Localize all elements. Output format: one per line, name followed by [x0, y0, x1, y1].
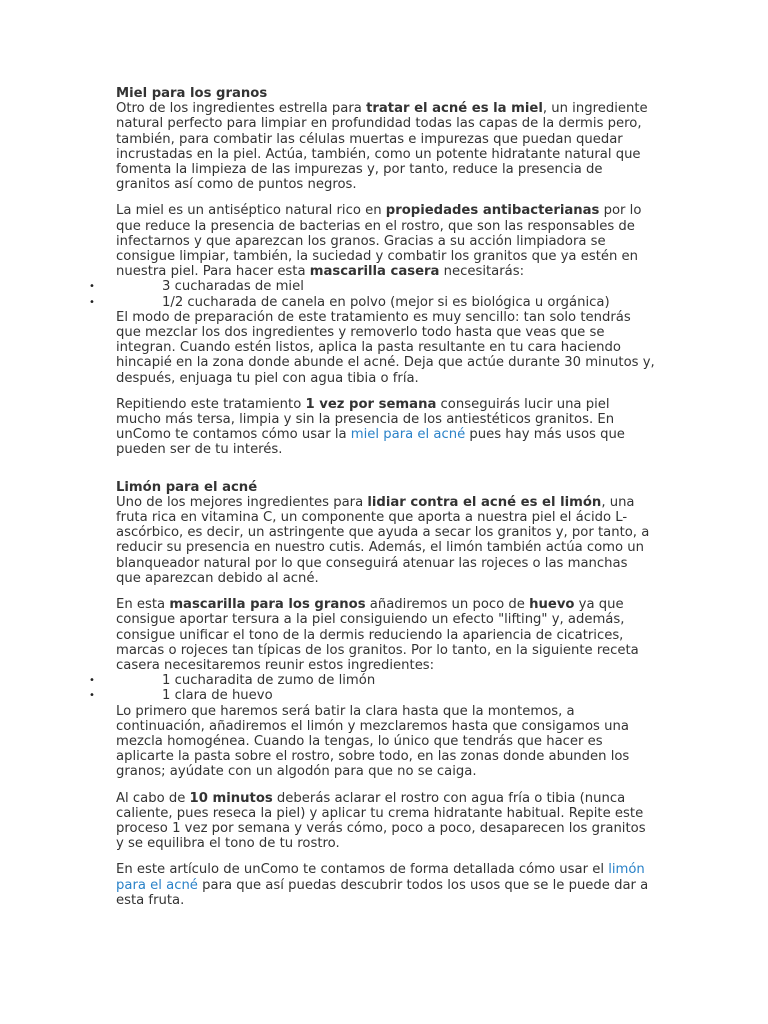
bold-text: 1 vez por semana — [305, 396, 437, 412]
section-title-miel: Miel para los granos — [116, 86, 268, 101]
text-run: conseguirás lucir una piel mucho más tersa, limpia y sin la presencia de los antiestéticos granitos. En unComo te contamos cómo usar la — [116, 396, 615, 443]
text-run: La miel es un antiséptico natural rico en — [116, 203, 386, 219]
list-item-text: 3 cucharadas de miel — [162, 279, 304, 295]
list-item — [89, 279, 656, 295]
bold-text: mascarilla casera — [309, 264, 440, 280]
text-run: Repitiendo este tratamiento — [116, 396, 306, 412]
text-run: por lo que reduce la presencia de bacterias en el rostro, que son las responsables de infectarnos y que aparezcan los granos. Gracias a su acción limpiadora se consigue limpiar, también, la suciedad y combatir los granitos que ya estén en nuestra piel. Para hacer esta — [116, 203, 642, 280]
text-run: Uno de los mejores ingredientes para — [116, 494, 368, 510]
section-title-limon: Limón para el acné — [116, 479, 258, 495]
paragraph — [116, 495, 656, 586]
text-run: añadiremos un poco de — [365, 597, 530, 613]
text-run: ya que consigue aportar tersura a la piel consiguiendo un efecto "lifting" y, además, consigue unificar el tono de la dermis reduciendo la apariencia de cicatrices, marcas o rojeces tan típicas de los granitos. Por lo tanto, en la siguiente receta casera necesitaremos reunir estos ingredientes: — [116, 597, 639, 673]
paragraph — [116, 862, 656, 908]
document-content — [89, 86, 656, 908]
text-run: para que así puedas descubrir todos los usos que se le puede dar a esta fruta. — [116, 877, 649, 908]
text-run: En este artículo de unComo te contamos de forma detallada cómo usar el — [116, 862, 609, 878]
list-item — [89, 688, 656, 704]
text-run: deberás aclarar el rostro con agua fría o tibia (nunca caliente, pues reseca la piel) y aplicar tu crema hidratante habitual. Repite este proceso 1 vez por semana y verás cómo, poco a poco, desaparecen los granitos y se equilibra el tono de tu rostro. — [116, 790, 646, 852]
bold-text: tratar el acné es la miel — [366, 101, 543, 117]
bold-text: mascarilla para los granos — [169, 597, 366, 613]
text-run: , un ingrediente natural perfecto para limpiar en profundidad todas las capas de la dermis pero, también, para combatir las células muertas e impurezas que puedan quedar incrustadas en la piel. Actúa, también, como un potente hidratante natural que fomenta la limpieza de las impurezas y, por tanto, reduce la presencia de granitos así como de puntos negros. — [116, 101, 648, 193]
text-run: , una fruta rica en vitamina C, un componente que aporta a nuestra piel el ácido L-ascórbico, es decir, un astringente que ayuda a secar los granitos y, por tanto, a reducir su presencia en nuestro cutis. Además, el limón también actúa como un blanqueador natural por lo que conseguirá atenuar las rojeces o las manchas que aparezcan debido al acné. — [116, 494, 650, 586]
bold-text: 10 minutos — [189, 790, 273, 806]
bullet-icon: • — [89, 281, 95, 293]
paragraph — [116, 791, 656, 852]
list-item-text: 1/2 cucharada de canela en polvo (mejor si es biológica u orgánica) — [162, 294, 610, 310]
text-run: necesitarás: — [439, 264, 525, 280]
bullet-icon: • — [89, 690, 95, 702]
text-run: En esta — [116, 597, 170, 613]
list-item — [89, 294, 656, 310]
ingredient-list — [89, 279, 656, 310]
ingredient-list — [89, 673, 656, 704]
link-limon-acne[interactable]: limón para el acné — [116, 862, 645, 893]
link-miel-acne[interactable]: miel para el acné — [350, 427, 466, 443]
paragraph — [116, 397, 656, 458]
list-item-text: 1 clara de huevo — [162, 688, 273, 704]
bullet-icon: • — [89, 675, 95, 687]
paragraph: El modo de preparación de este tratamiento es muy sencillo: tan solo tendrás que mezclar los dos ingredientes y removerlo todo hasta que veas que se integran. Cuando estén listos, aplica la pasta resultante en tu cara haciendo hincapié en la zona donde abunde el acné. Deja que actúe durante 30 minutos y, después, enjuaga tu piel con agua tibia o fría. — [116, 309, 655, 386]
bold-text: huevo — [529, 597, 575, 613]
bullet-icon: • — [89, 296, 95, 308]
bold-text: propiedades antibacterianas — [385, 203, 600, 219]
bold-text: lidiar contra el acné es el limón — [367, 494, 602, 510]
list-item — [89, 673, 656, 689]
paragraph — [116, 101, 656, 192]
paragraph: Lo primero que haremos será batir la clara hasta que la montemos, a continuación, añadiremos el limón y mezclaremos hasta que consigamos una mezcla homogénea. Cuando la tengas, lo único que tendrás que hacer es aplicarte la pasta sobre el rostro, sobre todo, en las zonas donde abunden los granos; ayúdate con un algodón para que no se caiga. — [116, 703, 630, 780]
text-run: pues hay más usos que pueden ser de tu interés. — [116, 427, 625, 458]
paragraph — [116, 597, 656, 673]
list-item-text: 1 cucharadita de zumo de limón — [162, 673, 376, 689]
text-run: Al cabo de — [116, 790, 190, 806]
paragraph — [116, 203, 656, 279]
text-run: Otro de los ingredientes estrella para — [116, 101, 367, 117]
